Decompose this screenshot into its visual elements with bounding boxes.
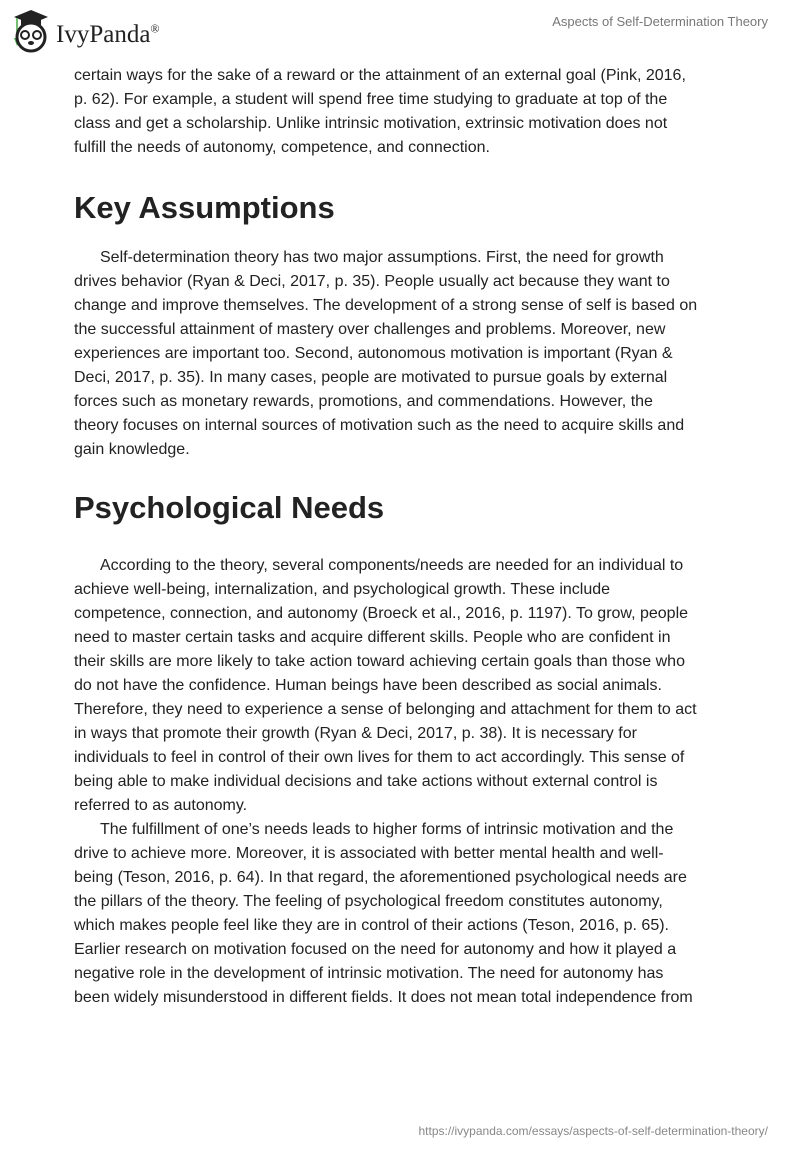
text-line: need to master certain tasks and acquire different skills. People who are confident in — [74, 629, 671, 646]
text-line: their skills are more likely to take action toward achieving certain goals than those who — [74, 653, 685, 670]
text-line: competence, connection, and autonomy (Broeck et al., 2016, p. 1197). To grow, people — [74, 605, 689, 622]
text-line: certain ways for the sake of a reward or the attainment of an external goal (Pink, 2016, — [74, 67, 686, 84]
text-line: experiences are important too. Second, autonomous motivation is important (Ryan & — [74, 345, 673, 362]
document-title: Aspects of Self-Determination Theory — [552, 14, 768, 29]
text-line: in ways that promote their growth (Ryan & Deci, 2017, p. 38). It is necessary for — [74, 725, 637, 742]
text-line: being (Teson, 2016, p. 64). In that regard, the aforementioned psychological needs are — [74, 869, 687, 886]
text-line: gain knowledge. — [74, 441, 190, 458]
text-line: referred to as autonomy. — [74, 797, 248, 814]
text-line: the pillars of the theory. The feeling of psychological freedom constitutes autonomy, — [74, 893, 663, 910]
text-line: class and get a scholarship. Unlike intrinsic motivation, extrinsic motivation does not — [74, 115, 668, 132]
panda-logo-icon — [12, 8, 50, 54]
text-line: fulfill the needs of autonomy, competence, and connection. — [74, 139, 490, 156]
text-line: forces such as monetary rewards, promotions, and commendations. However, the — [74, 393, 653, 410]
text-line: being able to make individual decisions and take actions without external control is — [74, 773, 658, 790]
paragraph-psychological-needs — [74, 554, 734, 818]
paragraph-extrinsic-motivation — [74, 64, 734, 160]
text-line: been widely misunderstood in different fields. It does not mean total independence from — [74, 989, 693, 1006]
paragraph-key-assumptions — [74, 246, 734, 462]
text-line: According to the theory, several components/needs are needed for an individual to — [100, 557, 684, 574]
text-line: theory focuses on internal sources of motivation such as the need to acquire skills and — [74, 417, 685, 434]
brand-name: IvyPanda® — [56, 21, 160, 48]
text-line: individuals to feel in control of their own lives for them to act accordingly. This sense of — [74, 749, 685, 766]
text-line: Earlier research on motivation focused on the need for autonomy and how it played a — [74, 941, 677, 958]
ivypanda-logo[interactable] — [12, 8, 160, 54]
paragraph-needs-fulfillment — [74, 818, 734, 1010]
text-line: negative role in the development of intrinsic motivation. The need for autonomy has — [74, 965, 664, 982]
text-line: Deci, 2017, p. 35). In many cases, people are motivated to pursue goals by external — [74, 369, 668, 386]
heading-psychological-needs: Psychological Needs — [74, 490, 385, 525]
text-line: change and improve themselves. The development of a strong sense of self is based on — [74, 297, 698, 314]
text-line: the successful attainment of mastery over challenges and problems. Moreover, new — [74, 321, 666, 338]
text-line: which makes people feel like they are in control of their actions (Teson, 2016, p. 65). — [74, 917, 669, 934]
text-line: Self-determination theory has two major assumptions. First, the need for growth — [100, 249, 664, 266]
text-line: drive to achieve more. Moreover, it is associated with better mental health and well- — [74, 845, 664, 862]
text-line: achieve well-being, internalization, and psychological growth. These include — [74, 581, 611, 598]
text-line: do not have the confidence. Human beings have been described as social animals. — [74, 677, 662, 694]
source-url-link[interactable]: https://ivypanda.com/essays/aspects-of-self-determination-theory/ — [418, 1124, 768, 1138]
heading-key-assumptions: Key Assumptions — [74, 190, 335, 225]
text-line: p. 62). For example, a student will spend free time studying to graduate at top of the — [74, 91, 668, 108]
text-line: Therefore, they need to experience a sense of belonging and attachment for them to act — [74, 701, 697, 718]
text-line: The fulfillment of one’s needs leads to higher forms of intrinsic motivation and the — [100, 821, 674, 838]
text-line: drives behavior (Ryan & Deci, 2017, p. 35). People usually act because they want to — [74, 273, 670, 290]
